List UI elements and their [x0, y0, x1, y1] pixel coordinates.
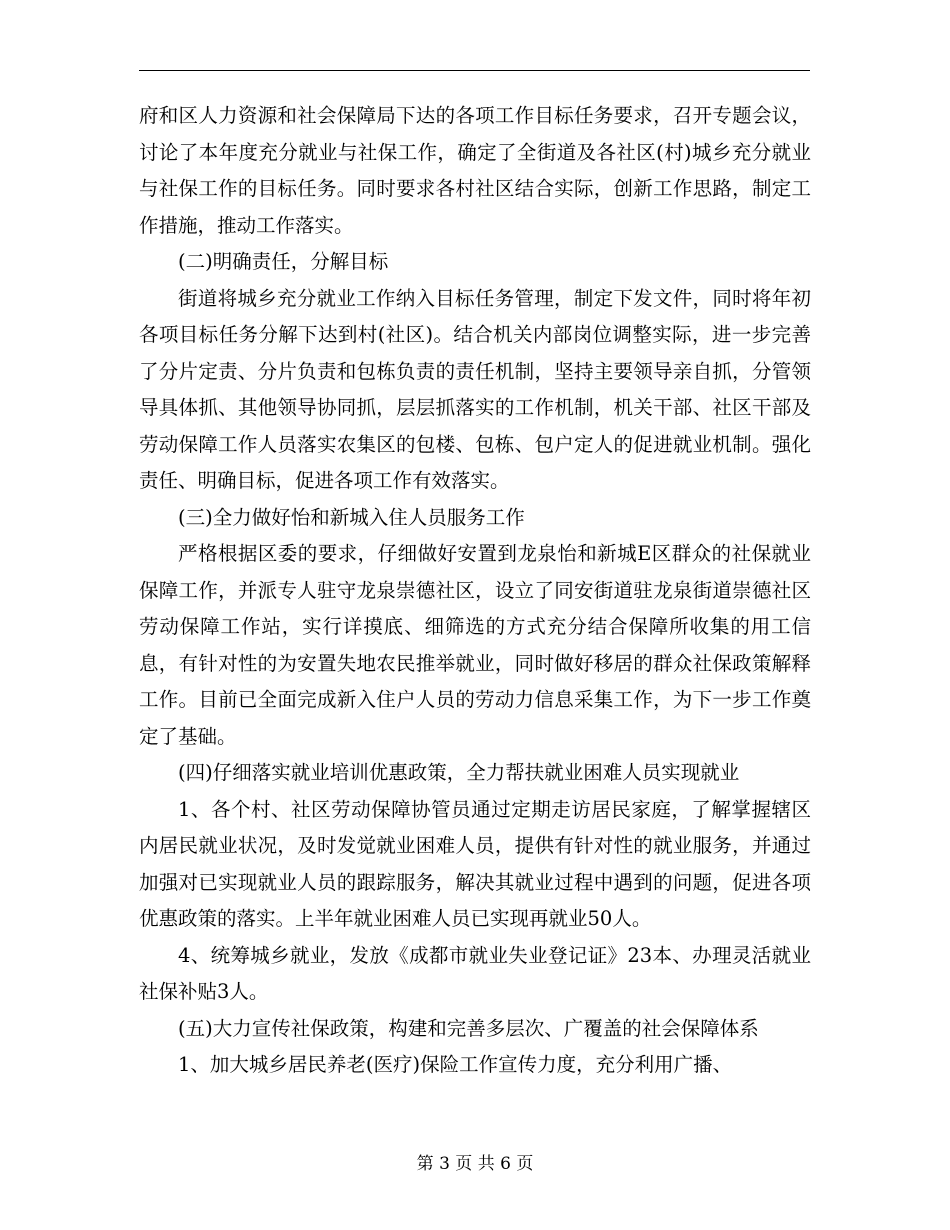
- section-heading-2: (二)明确责任，分解目标: [178, 250, 389, 273]
- paragraph-4-item-1: 1、各个村、社区劳动保障协管员通过定期走访居民家庭，了解掌握辖区内居民就业状况，及时发觉就业困难人员，提供有针对性的就业服务，并通过加强对已实现就业人员的跟踪服务，解决其就业过程中遇到的问题，促进各项优惠政策的落实。上半年就业困难人员已实现再就业50人。: [139, 797, 811, 930]
- document-body: [139, 98, 811, 1084]
- paragraph-1: 府和区人力资源和社会保障局下达的各项工作目标任务要求，召开专题会议，讨论了本年度充分就业与社保工作，确定了全街道及各社区(村)城乡充分就业与社保工作的目标任务。同时要求各村社区结合实际，创新工作思路，制定工作措施，推动工作落实。: [139, 104, 811, 237]
- header-rule: [139, 70, 810, 71]
- paragraph-2: 街道将城乡充分就业工作纳入目标任务管理，制定下发文件，同时将年初各项目标任务分解下达到村(社区)。结合机关内部岗位调整实际，进一步完善了分片定责、分片负责和包栋负责的责任机制，坚持主要领导亲自抓，分管领导具体抓、其他领导协同抓，层层抓落实的工作机制，机关干部、社区干部及劳动保障工作人员落实农集区的包楼、包栋、包户定人的促进就业机制。强化责任、明确目标，促进各项工作有效落实。: [139, 286, 811, 492]
- page-footer: 第 3 页 共 6 页: [416, 1154, 534, 1174]
- paragraph-5-item-1: 1、加大城乡居民养老(医疗)保险工作宣传力度，充分利用广播、: [178, 1053, 733, 1076]
- section-heading-3: (三)全力做好怡和新城入住人员服务工作: [178, 505, 525, 529]
- section-heading-4: (四)仔细落实就业培训优惠政策，全力帮扶就业困难人员实现就业: [178, 761, 740, 784]
- paragraph-3: 严格根据区委的要求，仔细做好安置到龙泉怡和新城E区群众的社保就业保障工作，并派专人驻守龙泉崇德社区，设立了同安街道驻龙泉街道崇德社区劳动保障工作站，实行详摸底、细筛选的方式充分结合保障所收集的用工信息，有针对性的为安置失地农民推举就业，同时做好移居的群众社保政策解释工作。目前已全面完成新入住户人员的劳动力信息采集工作，为下一步工作奠定了基础。: [139, 542, 811, 748]
- paragraph-4-item-4: 4、统筹城乡就业，发放《成都市就业失业登记证》23本、办理灵活就业社保补贴3人。: [139, 943, 811, 1003]
- section-heading-5: (五)大力宣传社保政策，构建和完善多层次、广覆盖的社会保障体系: [178, 1016, 759, 1040]
